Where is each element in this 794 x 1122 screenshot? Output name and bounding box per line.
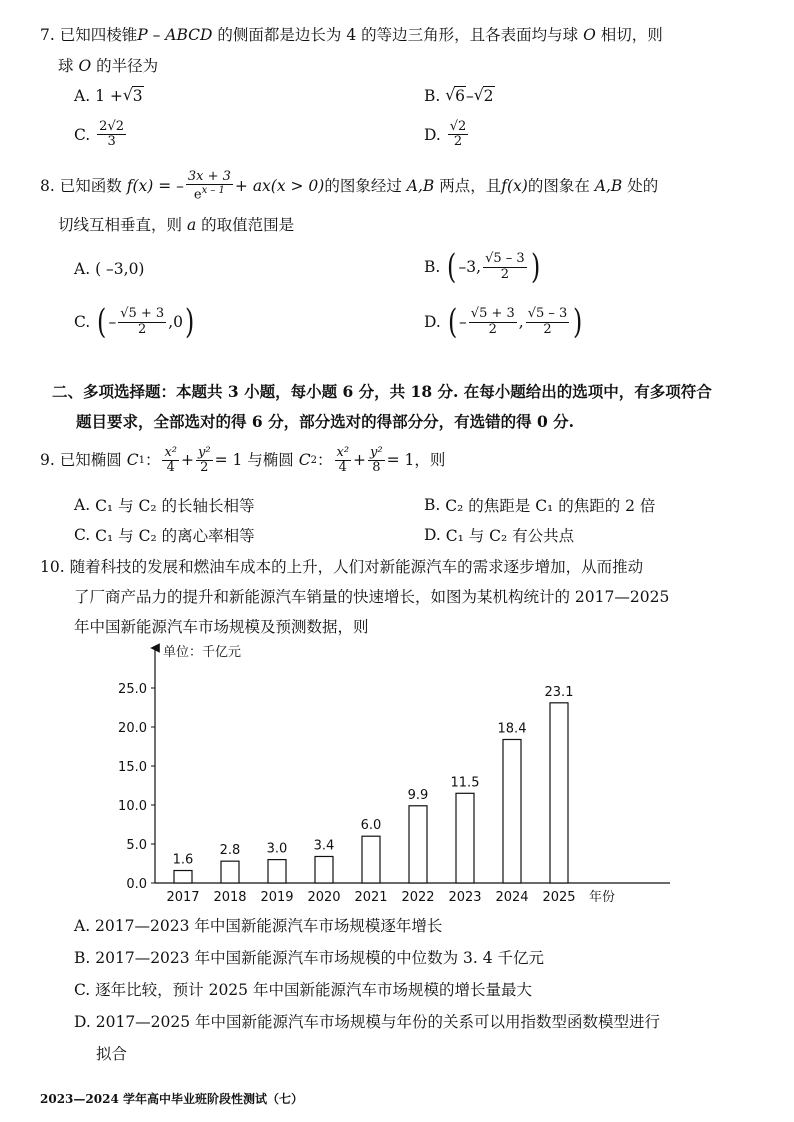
y-tick-label: 25.0 xyxy=(118,682,147,697)
footer-exam-title: 2023—2024 学年高中毕业班阶段性测试（七） xyxy=(40,1092,303,1106)
q7-stem-line2: 球 O 的半径为 xyxy=(58,57,159,75)
x-tick-label: 2023 xyxy=(448,890,482,905)
bar xyxy=(409,806,427,883)
bar-value-label: 3.4 xyxy=(313,838,335,854)
q8-stem-line1: 8. 已知函数 f (x) = – $\frac{3x + 3}{e^{x - 1}}$ + ax(x > 0) 的图象经过 A,B 两点，且 f(x) 的图象在 A,B 处的 xyxy=(40,169,659,203)
bar-value-label: 1.6 xyxy=(172,852,194,868)
q8-option-c: C. ( – $\frac{√5 + 3}{2}$ ,0 ) xyxy=(74,302,195,342)
q7-option-c: C. $\frac{2√2}{3}$ xyxy=(74,119,125,150)
q10-stem-line3: 年中国新能源汽车市场规模及预测数据，则 xyxy=(74,618,369,636)
q9-option-b: B. C₂ 的焦距是 C₁ 的焦距的 2 倍 xyxy=(424,496,656,515)
q7-option-d: D. $\frac{√2}{2}$ xyxy=(424,119,467,150)
q7-option-a: A. 1 + √ 3 xyxy=(74,86,143,105)
y-tick-label: 15.0 xyxy=(118,760,147,775)
market-size-bar-chart xyxy=(100,640,690,910)
q10-option-a: A. 2017—2023 年中国新能源汽车市场规模逐年增长 xyxy=(74,917,443,935)
bar xyxy=(550,703,568,883)
bar-value-label: 6.0 xyxy=(360,818,382,834)
bar xyxy=(456,793,474,883)
y-tick-label: 20.0 xyxy=(118,721,147,736)
bar xyxy=(174,871,192,883)
bar-value-label: 18.4 xyxy=(497,721,527,737)
section2-line1: 二、多项选择题：本题共 3 小题，每小题 6 分，共 18 分. 在每小题给出的选项中，有多项符合 xyxy=(52,382,712,401)
bar xyxy=(315,856,333,883)
bar xyxy=(268,860,286,883)
y-tick-label: 10.0 xyxy=(118,799,147,814)
y-tick-label: 0.0 xyxy=(126,877,147,892)
q9-stem: 9. 已知椭圆 C 1 ： $\frac{\text{x²}}{4}$ + $\frac{\text{y²}}{2}$ = 1 与椭圆 C 2 ： $\frac{\text{x²}}{4}$ + $\frac{\text{y²}}{8}$ = 1，则 xyxy=(40,445,446,476)
x-tick-label: 2019 xyxy=(260,890,294,905)
bar-value-label: 11.5 xyxy=(450,775,480,791)
bar-value-label: 3.0 xyxy=(266,841,288,857)
y-unit-label: 单位：千亿元 xyxy=(163,645,242,660)
bar xyxy=(362,836,380,883)
x-tick-label: 2021 xyxy=(354,890,388,905)
q10-option-d-line1: D. 2017—2025 年中国新能源汽车市场规模与年份的关系可以用指数型函数模型进行 xyxy=(74,1013,661,1031)
x-tick-label: 2018 xyxy=(213,890,247,905)
x-tick-label: 2024 xyxy=(495,890,529,905)
x-tick-label: 2022 xyxy=(401,890,435,905)
bar-value-label: 2.8 xyxy=(219,843,241,859)
y-tick-label: 5.0 xyxy=(126,838,147,853)
q10-option-b: B. 2017—2023 年中国新能源汽车市场规模的中位数为 3. 4 千亿元 xyxy=(74,949,544,967)
x-tick-label: 2025 xyxy=(542,890,576,905)
q10-option-d-line2: 拟合 xyxy=(96,1045,128,1063)
x-axis-label: 年份 xyxy=(589,890,616,905)
q7-stem-line1: 7. 已知四棱锥P – ABCD 的侧面都是边长为 4 的等边三角形，且各表面均与球 O 相切，则 xyxy=(40,26,663,44)
x-tick-label: 2017 xyxy=(166,890,200,905)
q8-stem-line2: 切线互相垂直，则 a 的取值范围是 xyxy=(58,216,295,234)
section2-line2: 题目要求，全部选对的得 6 分，部分选对的得部分分，有选错的得 0 分. xyxy=(76,412,575,431)
q8-option-d: D. ( – $\frac{√5 + 3}{2}$ , $\frac{√5 - 3}{2}$ ) xyxy=(424,302,583,342)
q7-option-b: B. √ 6 – √ 2 xyxy=(424,86,494,105)
q8-option-a: A. ( –3,0) xyxy=(74,260,145,278)
q10-stem-line1: 10. 随着科技的发展和燃油车成本的上升，人们对新能源汽车的需求逐步增加，从而推动 xyxy=(40,558,644,576)
q9-option-c: C. C₁ 与 C₂ 的离心率相等 xyxy=(74,526,255,545)
bar-value-label: 23.1 xyxy=(544,684,574,700)
bar-value-label: 9.9 xyxy=(407,787,429,803)
bar xyxy=(503,739,521,883)
q10-stem-line2: 了厂商产品力的提升和新能源汽车销量的快速增长，如图为某机构统计的 2017—2025 xyxy=(74,588,670,606)
q9-option-a: A. C₁ 与 C₂ 的长轴长相等 xyxy=(74,496,255,515)
bar xyxy=(221,861,239,883)
x-tick-label: 2020 xyxy=(307,890,341,905)
q8-option-b: B. ( –3, $\frac{√5 - 3}{2}$ ) xyxy=(424,247,540,287)
q10-option-c: C. 逐年比较，预计 2025 年中国新能源汽车市场规模的增长量最大 xyxy=(74,981,532,999)
q9-option-d: D. C₁ 与 C₂ 有公共点 xyxy=(424,526,575,545)
